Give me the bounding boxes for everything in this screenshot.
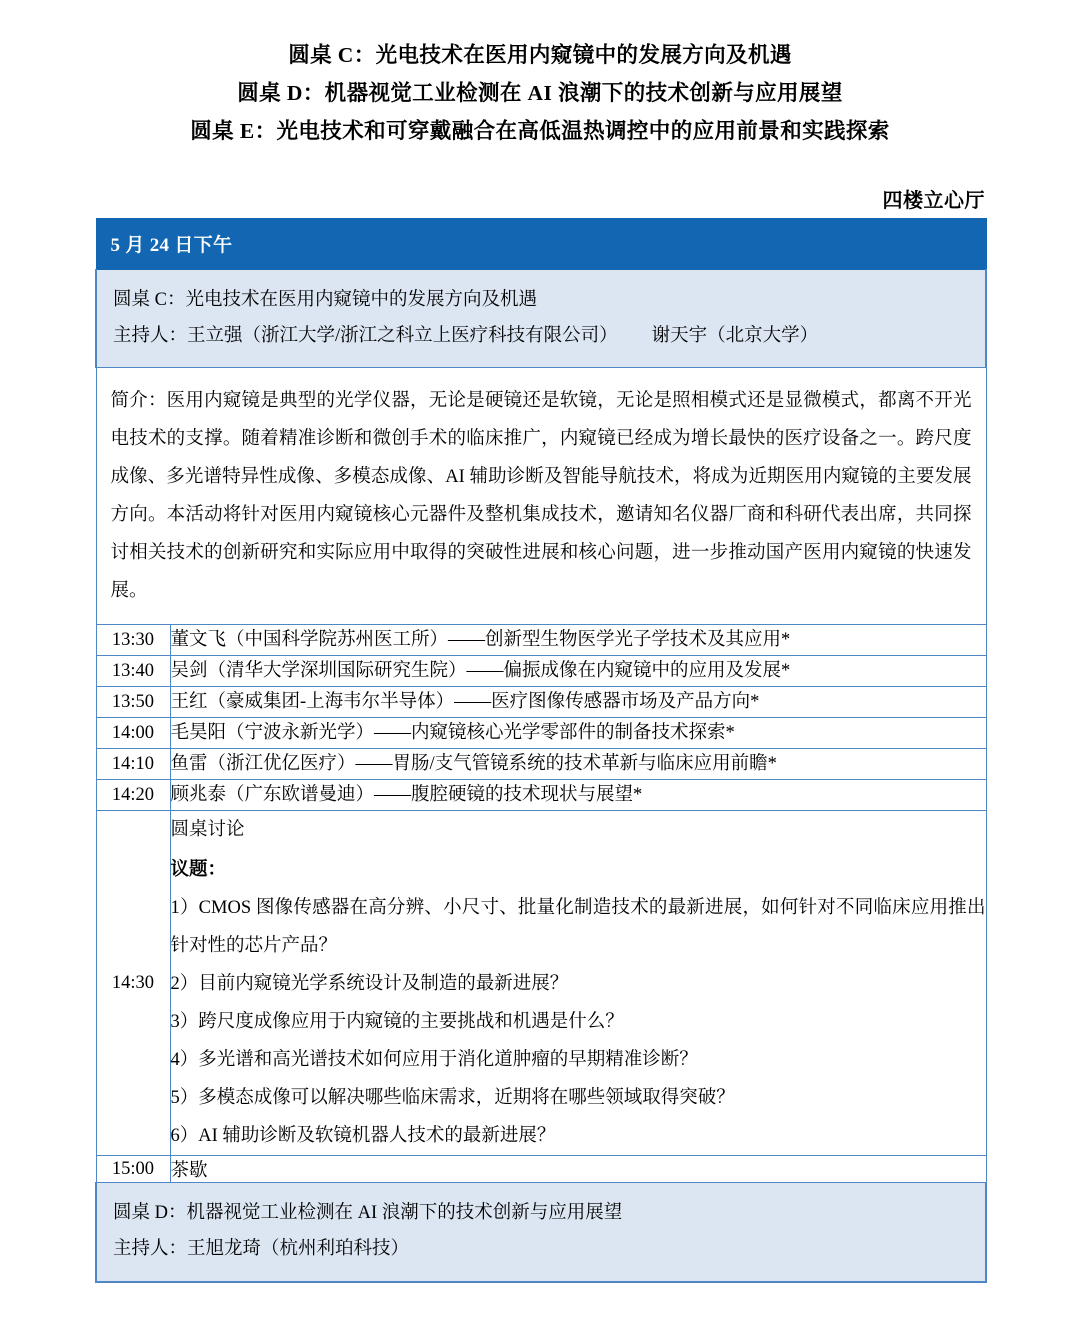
tea-break-label: 茶歇 (170, 1156, 986, 1183)
roundtable-d-title: 圆桌 D：机器视觉工业检测在 AI 浪潮下的技术创新与应用展望 (113, 1203, 623, 1223)
roundtable-c-row (96, 270, 986, 368)
venue-wrap (0, 184, 1080, 213)
talk-time: 14:10 (96, 749, 170, 780)
talk-time: 13:50 (96, 687, 170, 718)
title-line-d: 圆桌 D：机器视觉工业检测在 AI 浪潮下的技术创新与应用展望 (237, 81, 843, 105)
talk-title: 吴剑（清华大学深圳国际研究生院）——偏振成像在内窥镜中的应用及发展* (170, 656, 986, 687)
roundtable-c-title: 圆桌 C：光电技术在医用内窥镜中的发展方向及机遇 (113, 290, 537, 310)
roundtable-discussion-heading: 圆桌讨论 (170, 820, 245, 840)
roundtable-c-host-secondary: 谢天宇（北京大学） (651, 326, 819, 346)
table-row (96, 718, 986, 749)
tea-break-time: 15:00 (96, 1156, 170, 1183)
talk-title: 鱼雷（浙江优亿医疗）——胃肠/支气管镜系统的技术革新与临床应用前瞻* (170, 749, 986, 780)
intro-row (96, 368, 986, 625)
table-row (96, 687, 986, 718)
roundtable-c-hosts (113, 318, 969, 354)
roundtable-d-host: 主持人：王旭龙琦（杭州利珀科技） (113, 1239, 410, 1259)
topic-item: 5）多模态成像可以解决哪些临床需求，近期将在哪些领域取得突破？ (170, 1088, 735, 1108)
tea-break-row (96, 1156, 986, 1183)
roundtable-discussion-time: 14:30 (96, 811, 170, 1156)
intro-paragraph: 简介：医用内窥镜是典型的光学仪器，无论是硬镜还是软镜，无论是照相模式还是显微模式，都离不开光电技术的支撑。随着精准诊断和微创手术的临床推广，内窥镜已经成为增长最快的医疗设备之一。跨尺度成像、多光谱特异性成像、多模态成像、AI 辅助诊断及智能导航技术，将成为近期医用内窥镜的主要发展方向。本活动将针对医用内窥镜核心元器件及整机集成技术，邀请知名仪器厂商和科研代表出席，共同探讨相关技术的创新研究和实际应用中取得的突破性进展和核心问题，进一步推动国产医用内窥镜的快速发展。 (110, 391, 972, 601)
talk-title: 董文飞（中国科学院苏州医工所）——创新型生物医学光子学技术及其应用* (170, 625, 986, 656)
session-header-row (96, 219, 986, 270)
topic-item: 3）跨尺度成像应用于内窥镜的主要挑战和机遇是什么？ (170, 1012, 624, 1032)
title-block (0, 0, 1080, 150)
roundtable-d-row (96, 1183, 986, 1283)
title-line-c: 圆桌 C：光电技术在医用内窥镜中的发展方向及机遇 (288, 43, 792, 67)
session-header-label: 5 月 24 日下午 (110, 235, 233, 256)
talk-title: 毛昊阳（宁波永新光学）——内窥镜核心光学零部件的制备技术探索* (170, 718, 986, 749)
roundtable-discussion-cell (170, 811, 986, 1156)
topic-item: 1）CMOS 图像传感器在高分辨、小尺寸、批量化制造技术的最新进展，如何针对不同临床应用推出针对性的芯片产品？ (170, 898, 986, 956)
talk-title: 顾兆泰（广东欧谱曼迪）——腹腔硬镜的技术现状与展望* (170, 780, 986, 811)
venue-label: 四楼立心厅 (882, 190, 985, 212)
talk-title: 王红（豪威集团-上海韦尔半导体）——医疗图像传感器市场及产品方向* (170, 687, 986, 718)
talk-time: 13:30 (96, 625, 170, 656)
roundtable-c-host-primary: 主持人：王立强（浙江大学/浙江之科立上医疗科技有限公司） (113, 326, 618, 346)
session-header-cell (96, 219, 986, 270)
talk-time: 13:40 (96, 656, 170, 687)
topics-label: 议题： (170, 860, 227, 880)
table-row (96, 749, 986, 780)
roundtable-discussion-row (96, 811, 986, 1156)
intro-cell (96, 368, 986, 625)
schedule-table (95, 218, 987, 1283)
table-row (96, 656, 986, 687)
roundtable-c-cell (96, 270, 986, 368)
title-line-e: 圆桌 E：光电技术和可穿戴融合在高低温热调控中的应用前景和实践探索 (190, 119, 890, 143)
table-row (96, 780, 986, 811)
topic-item: 6）AI 辅助诊断及软镜机器人技术的最新进展？ (170, 1126, 556, 1146)
topic-item: 2）目前内窥镜光学系统设计及制造的最新进展？ (170, 974, 569, 994)
roundtable-d-cell (96, 1183, 986, 1283)
talk-time: 14:20 (96, 780, 170, 811)
topic-item: 4）多光谱和高光谱技术如何应用于消化道肿瘤的早期精准诊断？ (170, 1050, 698, 1070)
table-row (96, 625, 986, 656)
talk-time: 14:00 (96, 718, 170, 749)
